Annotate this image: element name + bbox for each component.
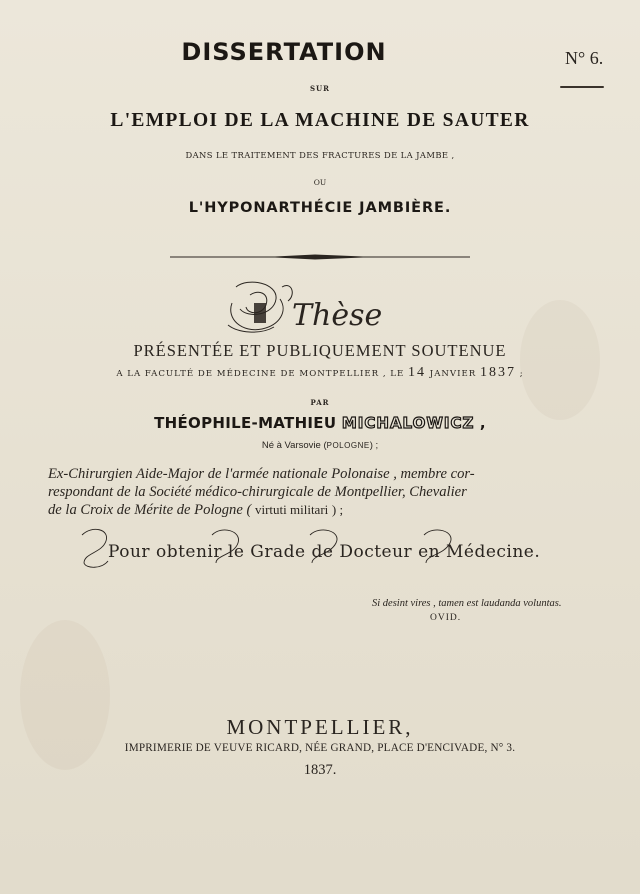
author-surname: MICHALOWICZ xyxy=(341,414,475,432)
epigraph-source: OVID. xyxy=(430,613,462,623)
credentials-line-3b: virtuti militari xyxy=(254,502,329,517)
birthplace-prefix: Né à Varsovie ( xyxy=(261,440,327,451)
thesis-number: N° 6. xyxy=(565,48,604,68)
epigraph-quote: Si desint vires , tamen est laudanda voluntas. xyxy=(372,598,562,609)
birthplace-suffix: ) ; xyxy=(369,440,379,451)
author-credentials xyxy=(48,465,593,519)
author-comma: , xyxy=(479,414,486,432)
dissertation-heading: DISSERTATION xyxy=(181,38,387,66)
ornamental-rule xyxy=(170,254,470,260)
main-title: L'EMPLOI DE LA MACHINE DE SAUTER xyxy=(110,110,530,131)
credentials-line-2: respondant de la Société médico-chirurgicale de Montpellier, Chevalier xyxy=(48,484,467,500)
alternate-title: L'HYPONARTHÉCIE JAMBIÈRE. xyxy=(188,200,452,216)
date-day: 14 xyxy=(408,365,427,380)
these-decorative-title xyxy=(226,281,426,337)
degree-text: Pour obtenir le Grade de Docteur en Médecine. xyxy=(108,542,541,562)
these-word: Thèse xyxy=(292,298,383,333)
title-subtitle: DANS LE TRAITEMENT DES FRACTURES DE LA JAMBE , xyxy=(185,150,455,160)
faculty-line xyxy=(0,365,640,381)
degree-blackletter-line xyxy=(80,525,580,571)
imprint-city: MONTPELLIER, xyxy=(226,715,414,739)
date-year: 1837 xyxy=(480,365,517,380)
imprint-year: 1837. xyxy=(303,762,337,778)
credentials-line-3a: de la Croix de Mérite de Pologne ( xyxy=(48,502,252,518)
date-end: ; xyxy=(519,369,524,379)
birthplace xyxy=(0,440,640,451)
epigraph xyxy=(372,596,562,626)
sur-label: SUR xyxy=(310,84,330,93)
credentials-line-3c: ) ; xyxy=(331,502,344,517)
credentials-line-1: Ex-Chirurgien Aide-Major de l'armée nationale Polonaise , membre cor- xyxy=(48,466,475,482)
presented-line: PRÉSENTÉE ET PUBLIQUEMENT SOUTENUE xyxy=(133,341,507,360)
birthplace-country: POLOGNE xyxy=(326,441,370,450)
faculty-text: A LA FACULTÉ DE MÉDECINE DE MONTPELLIER , LE xyxy=(116,369,405,379)
par-label: PAR xyxy=(310,398,330,407)
date-month: JANVIER xyxy=(429,369,477,379)
author-name xyxy=(0,414,640,432)
ou-label: OU xyxy=(313,178,327,187)
author-first-names: THÉOPHILE-MATHIEU xyxy=(154,414,337,432)
credentials-line-3 xyxy=(48,501,593,519)
imprint-printer: IMPRIMERIE DE VEUVE RICARD, NÉE GRAND, PLACE D'ENCIVADE, N° 3. xyxy=(124,742,516,754)
